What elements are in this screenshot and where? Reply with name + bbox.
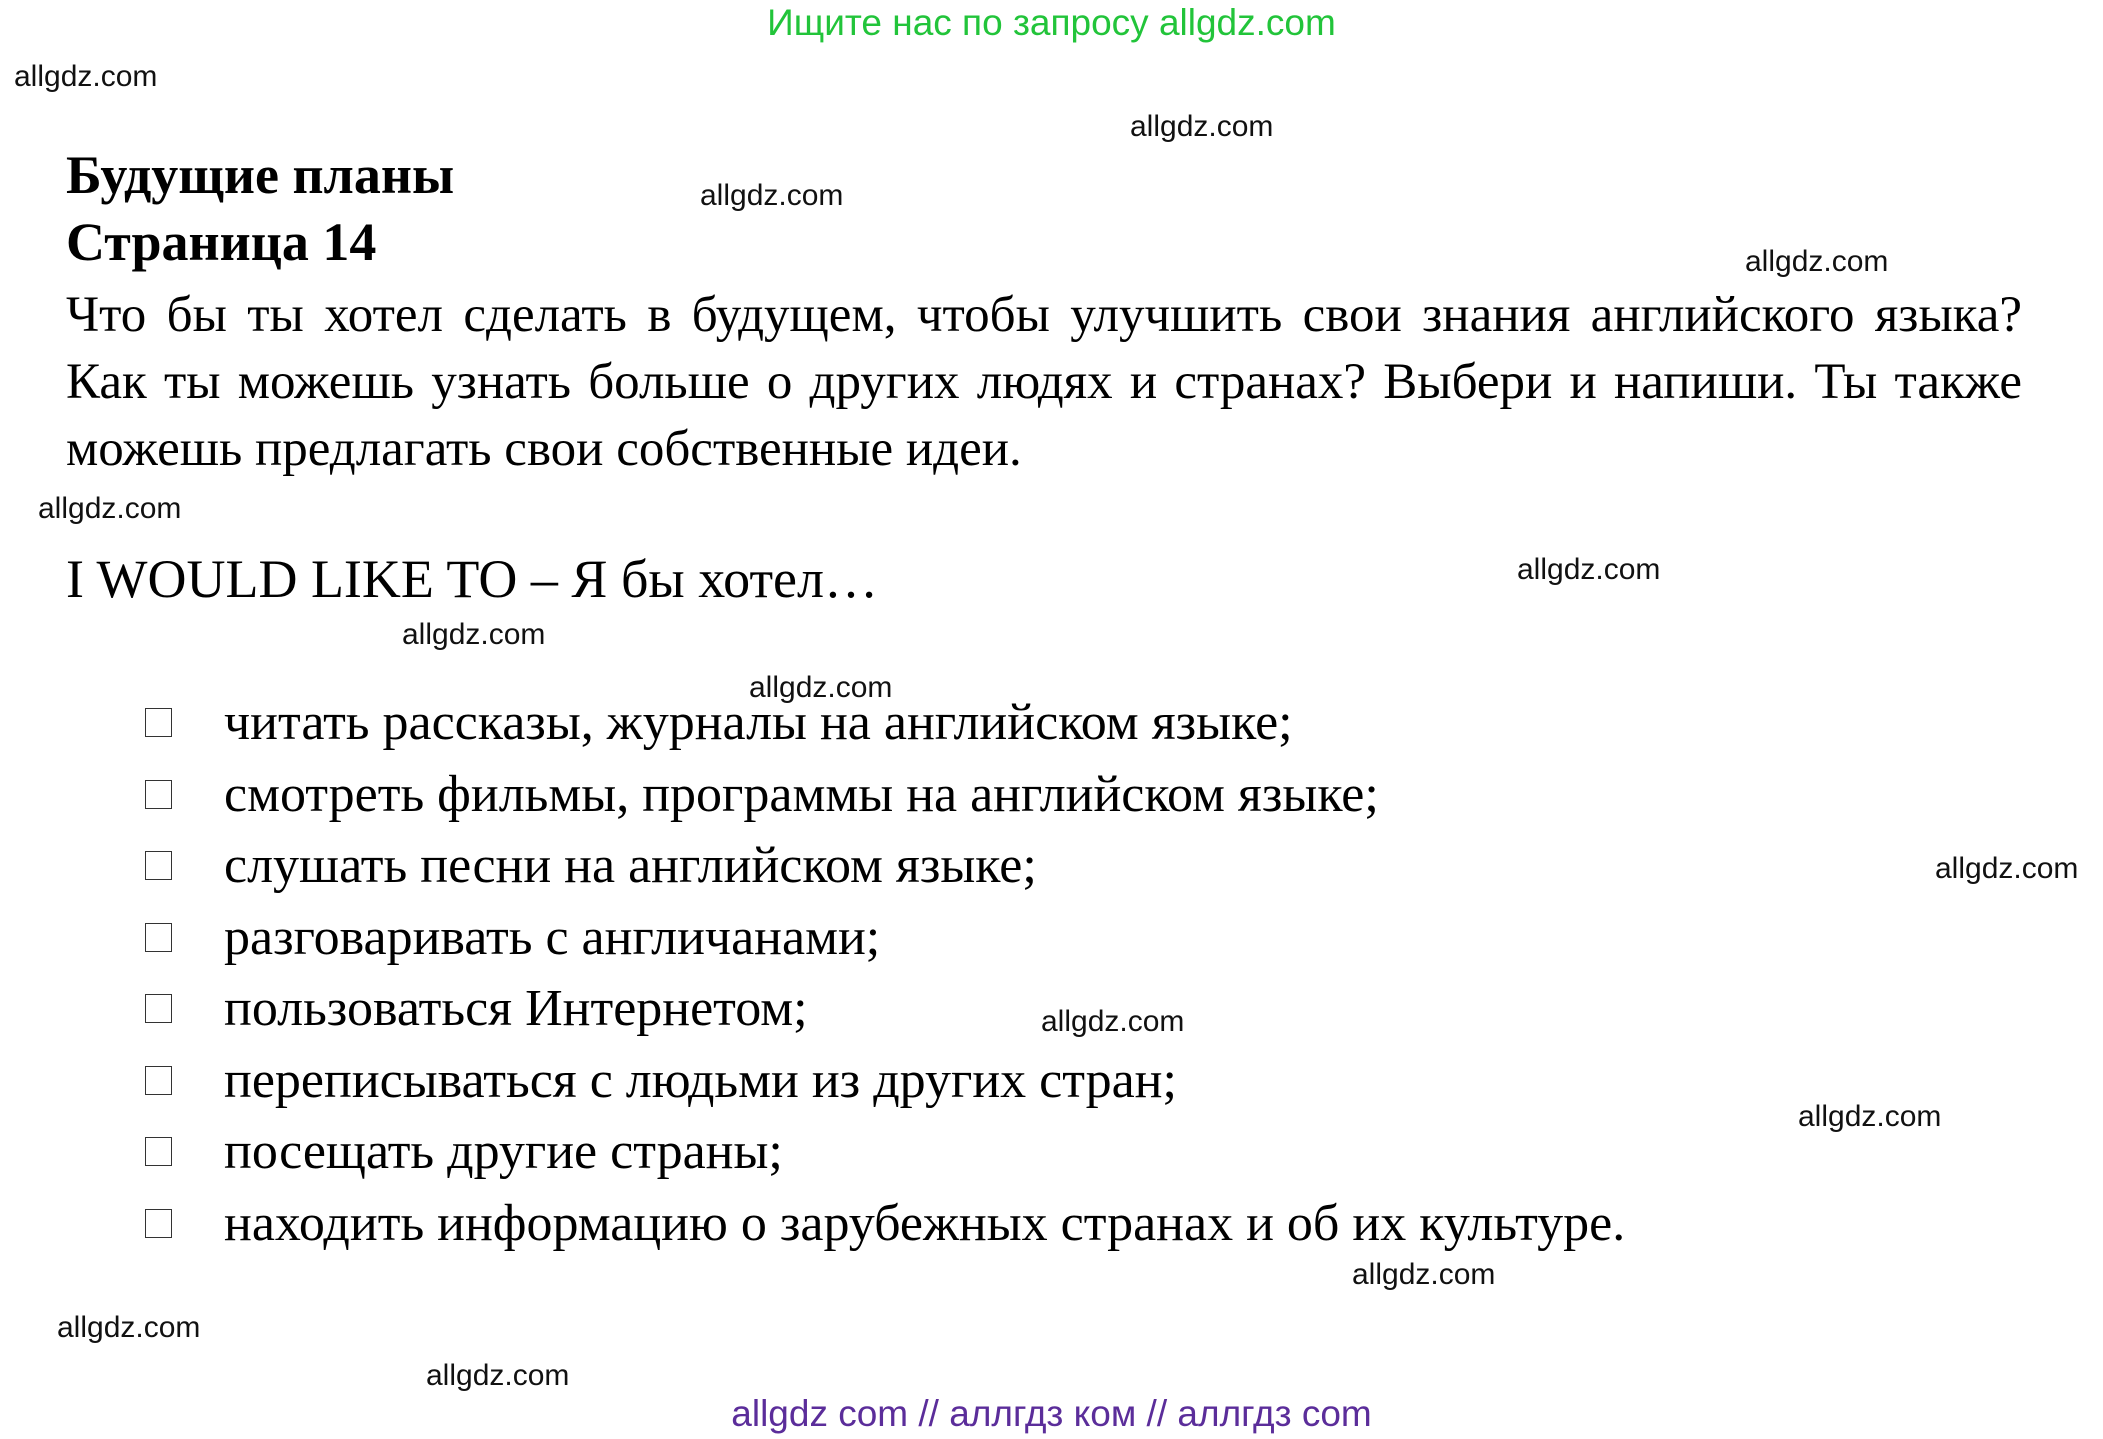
watermark: allgdz.com <box>1745 245 1889 278</box>
option-label: находить информацию о зарубежных странах и об их культуре. <box>224 1194 1626 1252</box>
lead-phrase: I WOULD LIKE TO – Я бы хотел… <box>66 549 878 609</box>
watermark: allgdz.com <box>1352 1258 1496 1291</box>
option-label: слушать песни на английском языке; <box>224 837 1037 895</box>
watermark: allgdz.com <box>1798 1100 1942 1133</box>
watermark: allgdz.com <box>749 671 893 704</box>
option-label: смотреть фильмы, программы на английском языке; <box>224 765 1379 823</box>
site-footer[interactable]: allgdz com // аллгдз ком // аллгдз com <box>731 1393 1372 1434</box>
option-item <box>145 759 1625 831</box>
option-item <box>145 830 1625 902</box>
option-item <box>145 1188 1625 1260</box>
checkbox[interactable] <box>145 994 172 1023</box>
task-instructions: Что бы ты хотел сделать в будущем, чтобы улучшить свои знания английского языка? Как ты можешь узнать больше о других людях и странах? Выбери и напиши. Ты также можешь предлагать свои собственные идеи. <box>66 287 2022 477</box>
option-label: переписываться с людьми из других стран; <box>224 1051 1177 1109</box>
page-title: Будущие планы <box>66 145 455 205</box>
site-banner[interactable]: Ищите нас по запросу allgdz.com <box>767 2 1336 43</box>
checkbox[interactable] <box>145 851 172 880</box>
page-number-label: Страница 14 <box>66 212 377 272</box>
watermark: allgdz.com <box>1517 553 1661 586</box>
option-label: пользоваться Интернетом; <box>224 980 808 1038</box>
checkbox[interactable] <box>145 923 172 952</box>
checkbox[interactable] <box>145 780 172 809</box>
option-item <box>145 1116 1625 1188</box>
watermark: allgdz.com <box>402 618 546 651</box>
option-label: посещать другие страны; <box>224 1123 783 1181</box>
watermark: allgdz.com <box>38 492 182 525</box>
option-item <box>145 687 1625 759</box>
option-label: разговаривать с англичанами; <box>224 908 881 966</box>
option-label: читать рассказы, журналы на английском языке; <box>224 694 1293 752</box>
watermark: allgdz.com <box>1935 852 2079 885</box>
watermark: allgdz.com <box>426 1359 570 1392</box>
checkbox[interactable] <box>145 1137 172 1166</box>
checkbox[interactable] <box>145 1066 172 1095</box>
checkbox[interactable] <box>145 708 172 737</box>
watermark: allgdz.com <box>57 1311 201 1344</box>
watermark: allgdz.com <box>1041 1005 1185 1038</box>
checkbox[interactable] <box>145 1209 172 1238</box>
option-item <box>145 1045 1625 1117</box>
watermark: allgdz.com <box>1130 110 1274 143</box>
option-item <box>145 902 1625 974</box>
watermark: allgdz.com <box>14 60 158 93</box>
option-item <box>145 973 1625 1045</box>
options-list <box>145 687 1625 1259</box>
watermark: allgdz.com <box>700 179 844 212</box>
